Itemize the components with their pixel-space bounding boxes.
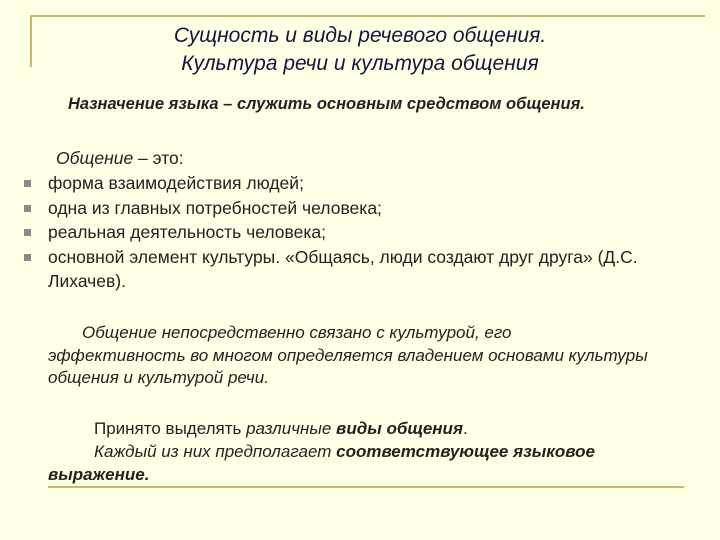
list-item: [20, 171, 710, 196]
bullet-text: реальная деятельность человека;: [48, 222, 327, 242]
slide-subtitle: Назначение языка – служить основным средством общения.: [68, 95, 585, 113]
communication-types-paragraph: [48, 417, 698, 486]
definition-term: Общение: [56, 148, 134, 168]
culture-paragraph: [48, 322, 688, 390]
square-bullet-icon: [24, 229, 31, 236]
bold-text-run: соответствующее языковое: [336, 442, 595, 461]
definition-suffix: – это:: [133, 148, 184, 168]
paragraph-line: [48, 417, 698, 440]
bullet-text: основной элемент культуры. «Общаясь, люди создают друг друга» (Д.С. Лихачев).: [48, 246, 638, 291]
square-bullet-icon: [24, 254, 31, 261]
square-bullet-icon: [24, 205, 31, 212]
italic-text-run: различные: [246, 419, 337, 438]
paragraph-line: [48, 440, 698, 463]
italic-text-run: Каждый из них предполагает: [94, 442, 337, 461]
decorative-bottom-rule: [48, 486, 684, 488]
bullet-text: форма взаимодействия людей;: [48, 173, 304, 193]
definition-bullet-list: [20, 171, 710, 294]
decorative-left-rule: [30, 15, 32, 67]
list-item: [20, 220, 710, 245]
paragraph-text: эффективность во многом определяется владением основами культуры общения и культурой речи.: [48, 345, 648, 387]
text-run: .: [462, 419, 468, 438]
decorative-top-rule: [30, 15, 705, 17]
bullet-text: одна из главных потребностей человека;: [48, 197, 382, 218]
slide-title: [60, 22, 660, 78]
definition-intro: [56, 148, 184, 169]
bold-text-run: виды общения: [336, 419, 463, 438]
list-item: [20, 196, 710, 221]
title-line-2: Культура речи и культура общения: [181, 52, 539, 75]
paragraph-line: выражение.: [48, 465, 150, 484]
list-item: [20, 245, 710, 294]
title-line-1: Сущность и виды речевого общения.: [173, 24, 547, 47]
paragraph-line: Общение непосредственно связано с культурой, его: [82, 323, 512, 342]
text-run: Принято выделять: [94, 419, 247, 438]
square-bullet-icon: [24, 180, 31, 187]
